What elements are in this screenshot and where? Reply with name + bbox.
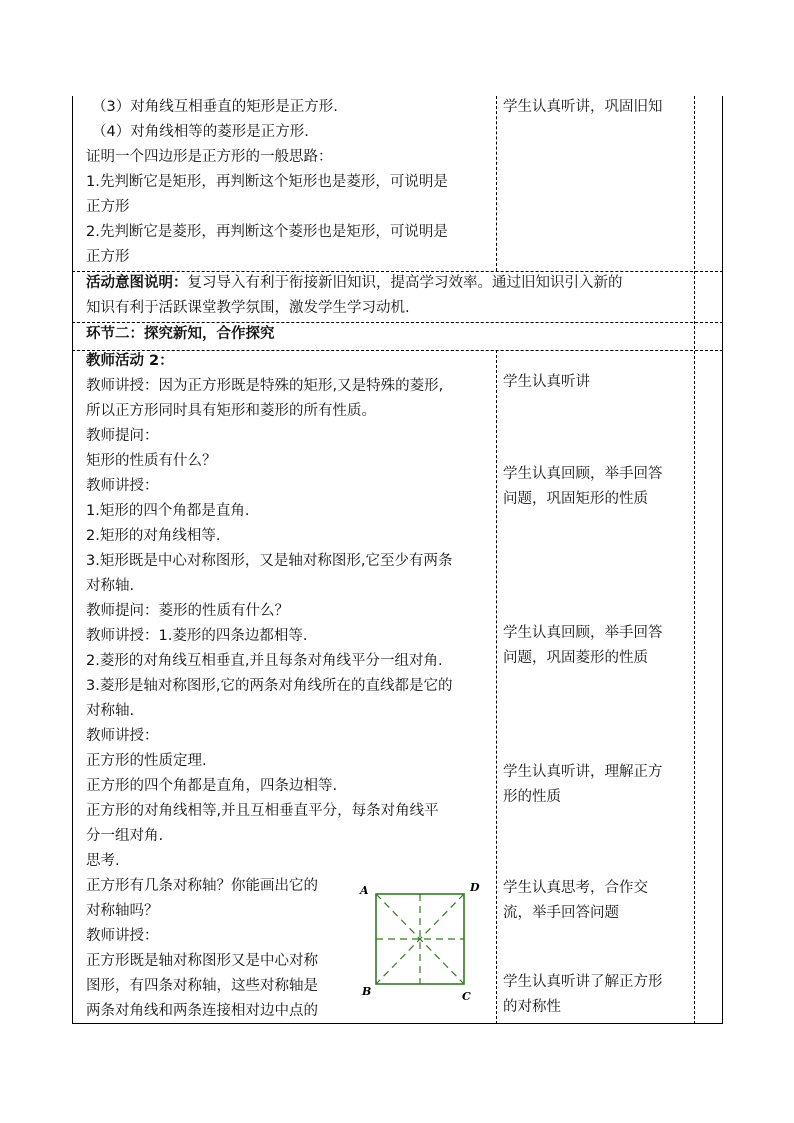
- student-note: 问题，巩固矩形的性质: [503, 491, 648, 507]
- teacher-line: 教师提问：菱形的性质有什么？: [86, 603, 289, 619]
- student-note: 学生认真思考，合作交: [503, 880, 648, 896]
- teacher-line: 1.矩形的四个角都是直角.: [86, 503, 250, 519]
- section-title: 环节二：探究新知，合作探究: [86, 326, 275, 342]
- intent-label: 活动意图说明：: [86, 275, 188, 291]
- teacher-line: 图形，有四条对称轴，这些对称轴是: [86, 978, 318, 994]
- teacher-line: 对称轴.: [86, 703, 135, 719]
- column-divider-main: [496, 350, 497, 1024]
- student-note: 学生认真回顾，举手回答: [503, 466, 663, 482]
- teacher-line: 教师讲授：1.菱形的四条边都相等.: [86, 628, 308, 644]
- teacher-line: 正方形的对角线相等,并且互相垂直平分，每条对角线平: [86, 803, 439, 819]
- table-left-border: [72, 96, 73, 1024]
- review-line: （3）对角线互相垂直的矩形是正方形.: [92, 99, 338, 115]
- teacher-line: 教师提问：: [86, 428, 159, 444]
- review-line: 2.先判断它是菱形，再判断这个菱形也是矩形，可说明是: [86, 224, 448, 240]
- student-note: 形的性质: [503, 789, 561, 805]
- teacher-line: 正方形的四个角都是直角，四条边相等.: [86, 778, 338, 794]
- teacher-line: 两条对角线和两条连接相对边中点的: [86, 1003, 318, 1019]
- teacher-line: 所以正方形同时具有矩形和菱形的所有性质。: [86, 403, 376, 419]
- teacher-line: 分一组对角.: [86, 828, 164, 844]
- review-line: 证明一个四边形是正方形的一般思路：: [86, 149, 333, 165]
- teacher-line: 思考.: [86, 853, 120, 869]
- teacher-line: 正方形既是轴对称图形又是中心对称: [86, 953, 318, 969]
- teacher-line: 教师讲授：: [86, 928, 159, 944]
- teacher-line: 教师讲授：: [86, 728, 159, 744]
- vertex-label-d: D: [470, 881, 480, 894]
- student-note: 流，举手回答问题: [503, 905, 619, 921]
- teacher-line: 正方形的性质定理.: [86, 753, 207, 769]
- teacher-line: 2.菱形的对角线互相垂直,并且每条对角线平分一组对角.: [86, 653, 443, 669]
- review-line: 正方形: [86, 199, 130, 215]
- student-note: 问题，巩固菱形的性质: [503, 650, 648, 666]
- review-line: 正方形: [86, 249, 130, 265]
- vertex-label-b: B: [362, 985, 372, 998]
- teacher-line: 教师讲授：: [86, 478, 159, 494]
- teacher-line: 2.矩形的对角线相等.: [86, 528, 221, 544]
- review-student-note: 学生认真听讲，巩固旧知: [503, 99, 663, 115]
- teacher-line: 对称轴吗？: [86, 903, 159, 919]
- intent-line-1: [86, 271, 623, 296]
- teacher-line: 教师讲授：因为正方形既是特殊的矩形,又是特殊的菱形,: [86, 378, 444, 394]
- vertex-label-a: A: [360, 884, 369, 897]
- teacher-line: 3.菱形是轴对称图形,它的两条对角线所在的直线都是它的: [86, 678, 453, 694]
- table-right-inner-border: [694, 96, 695, 1024]
- review-content: [86, 95, 448, 270]
- teacher-line: 对称轴.: [86, 578, 135, 594]
- intent-line-2: 知识有利于活跃课堂教学氛围，激发学生学习动机.: [86, 300, 410, 316]
- table-right-border: [722, 96, 723, 1024]
- vertex-label-c: C: [462, 990, 471, 1003]
- column-divider-top: [496, 96, 497, 271]
- teacher-line: 3.矩形既是中心对称图形，又是轴对称图形,它至少有两条: [86, 553, 453, 569]
- student-note: 学生认真听讲: [503, 374, 590, 390]
- student-note: 学生认真听讲，理解正方: [503, 764, 663, 780]
- intent-content: [86, 271, 623, 321]
- intent-text: 复习导入有利于衔接新旧知识，提高学习效率。通过旧知识引入新的: [187, 275, 623, 291]
- teacher-line: 正方形有几条对称轴？你能画出它的: [86, 878, 318, 894]
- student-note: 的对称性: [503, 999, 561, 1015]
- activity-title: 教师活动 2：: [86, 353, 174, 369]
- student-note: 学生认真听讲了解正方形: [503, 974, 663, 990]
- square-symmetry-diagram: [356, 880, 490, 1004]
- review-line: 1.先判断它是矩形，再判断这个矩形也是菱形，可说明是: [86, 174, 448, 190]
- student-note: 学生认真回顾，举手回答: [503, 625, 663, 641]
- review-line: （4）对角线相等的菱形是正方形.: [92, 124, 309, 140]
- teacher-line: 矩形的性质有什么？: [86, 453, 217, 469]
